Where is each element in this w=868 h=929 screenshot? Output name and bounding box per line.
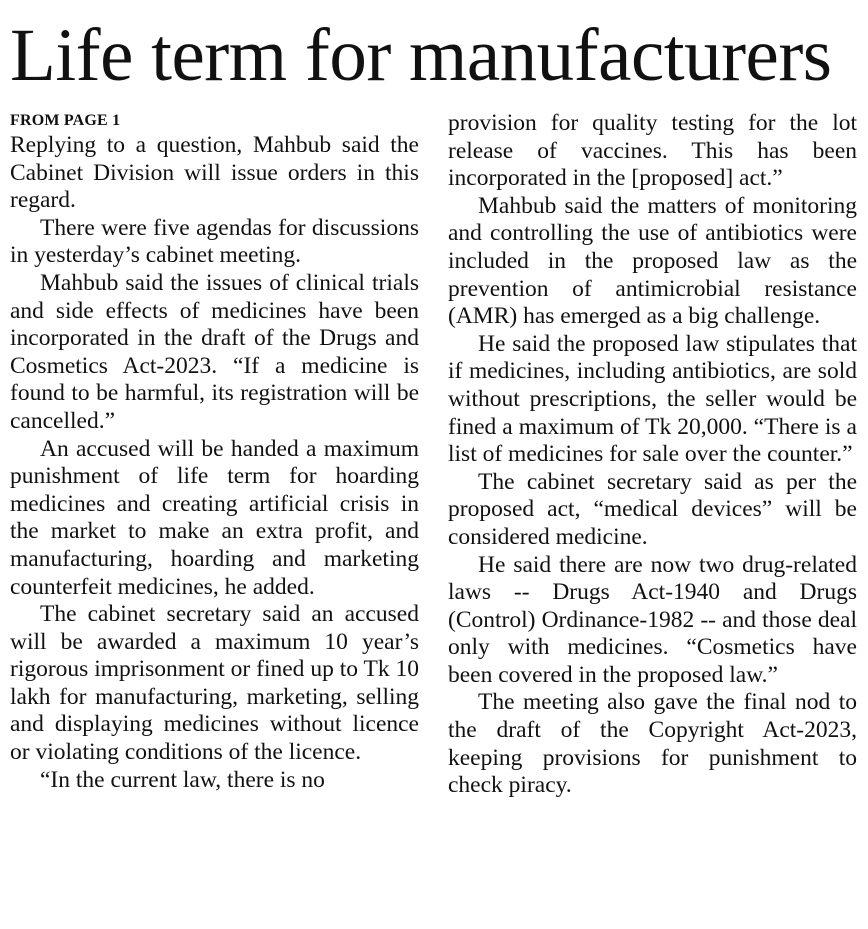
paragraph-10: He said there are now two drug-related laws -- Drugs Act-1940 and Drugs (Control) Ordinance-1982 -- and those deal only with medicines. “Cosmetics have been covered in the proposed law.” bbox=[448, 551, 857, 688]
article-column-left bbox=[10, 110, 419, 794]
paragraph-6: “In the current law, there is no bbox=[40, 766, 325, 793]
paragraph-3: Mahbub said the issues of clinical trials and side effects of medicines have been incorporated in the draft of the Drugs and Cosmetics Act-2023. “If a medicine is found to be harmful, its registration will be cancelled.” bbox=[10, 269, 419, 434]
paragraph-7: Mahbub said the matters of monitoring and controlling the use of antibiotics were included in the proposed law as the prevention of antimicrobial resistance (AMR) has emerged as a big challenge. bbox=[448, 192, 857, 330]
article-column-right bbox=[448, 110, 857, 800]
headline: Life term for manufacturers bbox=[10, 14, 832, 97]
paragraph-11: The meeting also gave the final nod to the draft of the Copyright Act-2023, keeping provisions for punishment to check piracy. bbox=[448, 689, 857, 799]
paragraph-8: He said the proposed law stipulates that if medicines, including antibiotics, are sold without prescriptions, the seller would be fined a maximum of Tk 20,000. “There is a list of medicines for sale over the counter.” bbox=[448, 330, 857, 468]
paragraph-5: The cabinet secretary said an accused will be awarded a maximum 10 year’s rigorous imprisonment or fined up to Tk 10 lakh for manufacturing, marketing, selling and displaying medicines without licence or violating conditions of the licence. bbox=[10, 601, 419, 766]
paragraph-continued: provision for quality testing for the lot release of vaccines. This has been incorporated in the [proposed] act.” bbox=[448, 110, 857, 192]
paragraph-1: Replying to a question, Mahbub said the Cabinet Division will issue orders in this regard. bbox=[10, 132, 419, 214]
paragraph-2: There were five agendas for discussions in yesterday’s cabinet meeting. bbox=[10, 214, 419, 269]
paragraph-9: The cabinet secretary said as per the proposed act, “medical devices” will be considered medicine. bbox=[448, 468, 857, 550]
kicker-from-page: FROM PAGE 1 bbox=[10, 112, 121, 129]
paragraph-4: An accused will be handed a maximum punishment of life term for hoarding medicines and creating artificial crisis in the market to make an extra profit, and manufacturing, hoarding and marketing counterfeit medicines, he added. bbox=[10, 435, 419, 600]
